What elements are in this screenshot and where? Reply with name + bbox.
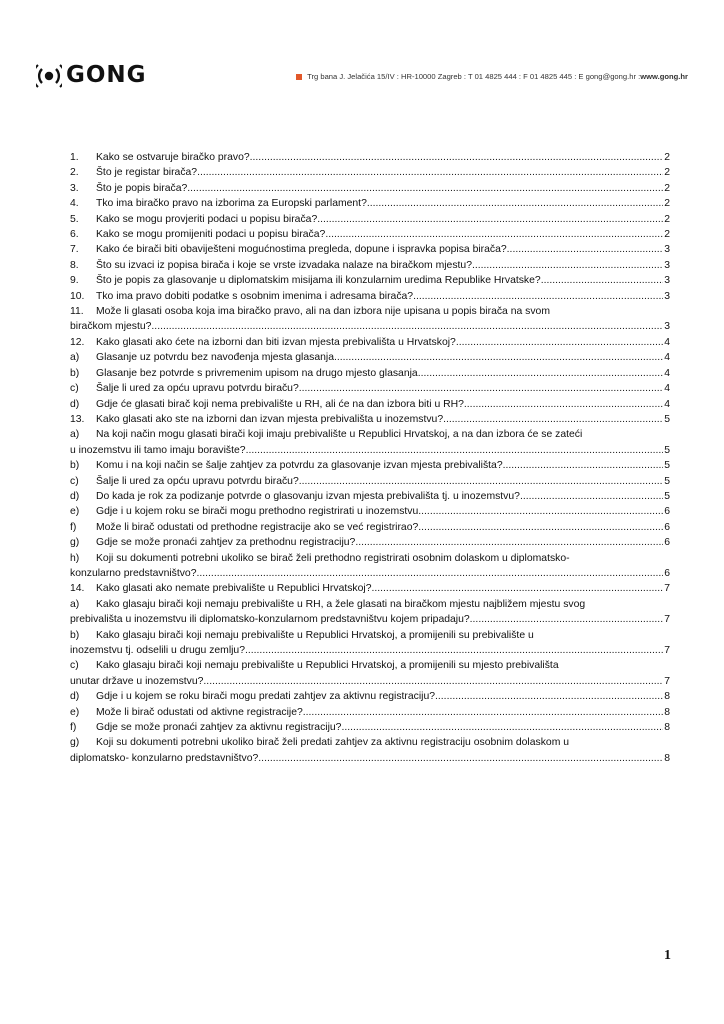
toc-entry-page: 2 [664, 152, 670, 163]
toc-leader-dots [355, 535, 663, 550]
toc-entry-page: 8 [664, 691, 670, 703]
toc-leader-dots [367, 196, 663, 211]
toc-entry-number: 1. [70, 152, 79, 163]
toc-entry-text-continued: inozemstvu tj. odselili u drugu zemlju? [70, 645, 245, 656]
toc-entry-text: Kako se mogu promijeniti podaci u popisu birača? [96, 229, 326, 241]
toc-entry-continuation[interactable] [70, 612, 670, 627]
logo-text: GONG [66, 62, 147, 88]
toc-entry[interactable] [70, 504, 670, 519]
toc-entry-text: Šalje li ured za opću upravu potvrdu biraču? [96, 475, 299, 487]
toc-leader-dots [187, 181, 663, 196]
toc-leader-dots [418, 520, 663, 535]
toc-entry[interactable] [70, 212, 670, 227]
toc-entry-number: e) [70, 706, 80, 718]
orange-square-icon [296, 74, 302, 80]
toc-entry-page: 3 [664, 275, 670, 287]
toc-entry[interactable] [70, 535, 670, 550]
toc-entry-text: Glasanje uz potvrdu bez navođenja mjesta glasanja [96, 352, 334, 364]
toc-entry-page: 2 [664, 213, 670, 225]
toc-leader-dots [317, 212, 663, 227]
toc-entry-number: 6. [70, 229, 79, 241]
toc-entry[interactable] [70, 551, 670, 566]
toc-entry-text: Što je popis birača? [96, 182, 188, 194]
toc-entry-continuation[interactable] [70, 319, 670, 334]
toc-entry-number: g) [70, 537, 80, 549]
toc-entry-page: 7 [664, 614, 670, 626]
toc-entry-page: 4 [664, 398, 670, 410]
toc-entry-page: 7 [664, 583, 670, 595]
toc-entry-number: a) [70, 429, 80, 441]
toc-entry-number: c) [70, 383, 79, 395]
toc-entry-number: 5. [70, 213, 79, 225]
toc-entry-page: 4 [664, 352, 670, 364]
toc-entry[interactable] [70, 581, 670, 596]
toc-entry-text: Što su izvaci iz popisa birača i koje se vrste izvadaka nalaze na biračkom mjestu? [96, 259, 472, 271]
toc-entry-number: 7. [70, 244, 79, 256]
toc-entry[interactable] [70, 366, 670, 381]
toc-leader-dots [245, 643, 663, 658]
toc-entry-continuation[interactable] [70, 566, 670, 581]
toc-leader-dots [334, 350, 663, 365]
toc-entry-text: Kako glasati ako ste na izborni dan izvan mjesta prebivališta u inozemstvu? [96, 413, 444, 425]
toc-leader-dots [203, 674, 663, 689]
gong-logo [36, 58, 147, 92]
toc-entry-page: 5 [664, 413, 670, 425]
toc-entry-page: 8 [664, 722, 670, 734]
toc-entry-text: Do kada je rok za podizanje potvrde o glasovanju izvan mjesta prebivališta tj. u inozemstvu? [96, 490, 520, 502]
toc-entry[interactable] [70, 304, 670, 319]
toc-leader-dots [418, 366, 664, 381]
toc-entry-page: 3 [664, 244, 670, 256]
toc-entry-number: b) [70, 460, 80, 472]
toc-entry-text-continued: prebivališta u inozemstvu ili diplomatsko-konzularnom predstavništvu kojem pripadaju? [70, 614, 470, 626]
toc-entry-page: 3 [664, 259, 670, 271]
toc-entry-text: Kako glasaju birači koji nemaju prebivalište u RH, a žele glasati na biračkom mjestu najbližem mjestu svog [96, 598, 586, 610]
toc-leader-dots [503, 458, 664, 473]
toc-entry-text: Komu i na koji način se šalje zahtjev za potvrdu za glasovanje izvan mjesta prebivališta? [96, 460, 503, 472]
toc-entry-number: 10. [70, 290, 85, 302]
toc-entry-number: e) [70, 506, 80, 518]
toc-entry-page: 8 [664, 752, 670, 764]
toc-entry[interactable] [70, 658, 670, 673]
toc-entry[interactable] [70, 520, 670, 535]
toc-entry-text: Gdje će glasati birač koji nema prebivalište u RH, ali će na dan izbora biti u RH? [96, 398, 464, 410]
toc-entry-number: 3. [70, 182, 79, 194]
toc-entry-number: 4. [70, 198, 79, 210]
toc-entry-page: 2 [664, 167, 670, 179]
toc-entry-number: 2. [70, 167, 79, 179]
toc-entry-text: Gdje se može pronaći zahtjev za prethodnu registraciju? [96, 537, 356, 549]
toc-entry[interactable] [70, 350, 670, 365]
toc-entry-number: f) [70, 521, 77, 533]
toc-entry-text-continued: konzularno predstavništvo? [70, 567, 197, 579]
toc-entry-text-continued: unutar države u inozemstvu? [70, 675, 204, 687]
toc-entry-number: d) [70, 691, 80, 703]
toc-entry-number: a) [70, 352, 80, 364]
toc-entry-text: Kako glasaju birači koji nemaju prebivalište u Republici Hrvatskoj, a promijenili su prebivalište u [96, 629, 534, 641]
toc-entry-page: 5 [664, 460, 670, 472]
toc-entry-page: 2 [664, 198, 670, 210]
toc-entry-page: 2 [664, 229, 670, 241]
toc-entry[interactable] [70, 335, 670, 350]
toc-entry[interactable] [70, 150, 670, 165]
toc-entry[interactable] [70, 258, 670, 273]
toc-entry-number: d) [70, 398, 80, 410]
toc-entry[interactable] [70, 458, 670, 473]
toc-leader-dots [413, 289, 663, 304]
toc-leader-dots [303, 705, 663, 720]
toc-entry-text: Koji su dokumenti potrebni ukoliko birač želi predati zahtjev za aktivnu registraciju osobnim dolaskom u [96, 737, 570, 749]
toc-entry-text: Šalje li ured za opću upravu potvrdu biraču? [96, 383, 299, 395]
toc-entry[interactable] [70, 181, 670, 196]
toc-entry-page: 8 [664, 706, 670, 718]
toc-entry-text: Tko ima biračko pravo na izborima za Europski parlament? [96, 198, 367, 210]
toc-leader-dots [456, 335, 663, 350]
toc-entry-number: f) [70, 722, 77, 734]
toc-leader-dots [197, 165, 663, 180]
toc-entry-continuation[interactable] [70, 643, 670, 658]
toc-leader-dots [299, 474, 663, 489]
toc-entry-text: Može li birač odustati od prethodne registracije ako se već registrirao? [96, 521, 419, 533]
toc-entry-number: 11. [70, 306, 84, 318]
letterhead [36, 58, 688, 92]
toc-leader-dots [325, 227, 663, 242]
toc-entry-page: 4 [664, 367, 670, 379]
toc-entry-number: a) [70, 598, 80, 610]
toc-entry[interactable] [70, 597, 670, 612]
toc-entry-number: h) [70, 552, 80, 564]
toc-entry-page: 3 [664, 290, 670, 302]
toc-leader-dots [541, 273, 664, 288]
toc-entry[interactable] [70, 427, 670, 442]
toc-entry[interactable] [70, 720, 670, 735]
toc-entry-text: Što je popis za glasovanje u diplomatskim misijama ili konzularnim uredima Republike Hrvatske? [96, 275, 541, 287]
toc-entry-text: Kako glasati ako ćete na izborni dan biti izvan mjesta prebivališta u Hrvatskoj? [96, 336, 456, 348]
page-number: 1 [664, 948, 671, 963]
toc-entry[interactable] [70, 689, 670, 704]
toc-entry-page: 7 [664, 645, 670, 656]
toc-entry-number: d) [70, 490, 80, 502]
toc-entry-text: Gdje se može pronaći zahtjev za aktivnu registraciju? [96, 722, 342, 734]
toc-entry-page: 5 [664, 475, 670, 487]
toc-entry-number: 12. [70, 336, 85, 348]
table-of-contents [70, 150, 670, 766]
toc-entry[interactable] [70, 196, 670, 211]
toc-leader-dots [341, 720, 663, 735]
toc-entry-text: Kako glasaju birači koji nemaju prebivalište u Republici Hrvatskoj, a promijenili su mjesto prebivališta [96, 660, 559, 672]
toc-entry[interactable] [70, 397, 670, 412]
toc-entry-number: c) [70, 475, 79, 487]
toc-entry-text: Koji su dokumenti potrebni ukoliko se birač želi prethodno registrirati osobnim dolaskom u diplomatsko- [96, 552, 570, 564]
toc-entry-text: Kako glasati ako nemate prebivalište u Republici Hrvatskoj? [96, 583, 372, 595]
toc-entry-text-continued: biračkom mjestu? [70, 321, 152, 333]
toc-entry-number: g) [70, 737, 80, 749]
toc-leader-dots [151, 319, 663, 334]
toc-entry-continuation[interactable] [70, 443, 670, 458]
toc-leader-dots [520, 489, 663, 504]
toc-entry-number: 8. [70, 259, 79, 271]
toc-entry-text-continued: u inozemstvu ili tamo imaju boravište? [70, 444, 246, 456]
toc-leader-dots [421, 504, 663, 519]
toc-entry-text: Kako se ostvaruje biračko pravo? [96, 152, 250, 163]
toc-leader-dots [250, 150, 664, 165]
toc-entry-page: 5 [664, 490, 670, 502]
toc-entry-text: Može li birač odustati od aktivne registracije? [96, 706, 303, 718]
toc-entry[interactable] [70, 412, 670, 427]
toc-entry-number: c) [70, 660, 79, 672]
toc-entry-number: 14. [70, 583, 85, 595]
toc-entry-page: 7 [664, 675, 670, 687]
toc-entry-number: 13. [70, 413, 85, 425]
toc-entry-text: Gdje i u kojem roku se birači mogu prethodno registrirati u inozemstvu. [96, 506, 422, 518]
toc-entry-text: Kako se mogu provjeriti podaci u popisu birača? [96, 213, 318, 225]
toc-entry-text: Što je registar birača? [96, 167, 198, 179]
contact-line [296, 72, 688, 81]
toc-entry-page: 5 [664, 444, 670, 456]
toc-leader-dots [472, 258, 663, 273]
toc-entry-text: Kako će birači biti obaviješteni mogućnostima pregleda, dopune i ispravka popisa birača? [96, 244, 507, 256]
toc-entry-text-continued: diplomatsko- konzularno predstavništvo? [70, 752, 259, 764]
toc-entry-page: 6 [664, 537, 670, 549]
toc-entry-page: 6 [664, 521, 670, 533]
contact-address: Trg bana J. Jelačića 15/IV : HR-10000 Zagreb : T 01 4825 444 : F 01 4825 445 : E gong@gong.hr : [307, 72, 641, 81]
toc-leader-dots [299, 381, 663, 396]
toc-entry-text: Gdje i u kojem se roku birači mogu predati zahtjev za aktivnu registraciju? [96, 691, 436, 703]
contact-website: www.gong.hr [640, 72, 688, 81]
toc-entry-text: Tko ima pravo dobiti podatke s osobnim imenima i adresama birača? [96, 290, 414, 302]
toc-leader-dots [197, 566, 664, 581]
toc-entry-text: Na koji način mogu glasati birači koji imaju prebivalište u Republici Hrvatskoj, a na dan izbora će se zateći [96, 429, 583, 441]
toc-entry[interactable] [70, 489, 670, 504]
toc-entry[interactable] [70, 242, 670, 257]
toc-entry-page: 4 [664, 336, 670, 348]
toc-entry-text: Može li glasati osoba koja ima biračko pravo, ali na dan izbora nije upisana u popis birača na svom [96, 306, 550, 318]
toc-leader-dots [246, 443, 664, 458]
toc-entry[interactable] [70, 289, 670, 304]
toc-leader-dots [372, 581, 664, 596]
toc-entry-number: 9. [70, 275, 79, 287]
toc-entry-continuation[interactable] [70, 674, 670, 689]
toc-entry-page: 4 [664, 383, 670, 395]
toc-entry[interactable] [70, 381, 670, 396]
toc-entry-page: 6 [664, 567, 670, 579]
toc-leader-dots [435, 689, 663, 704]
toc-leader-dots [464, 397, 663, 412]
toc-entry[interactable] [70, 628, 670, 643]
toc-leader-dots [507, 242, 664, 257]
toc-entry-page: 2 [664, 182, 670, 194]
toc-entry-page: 6 [664, 506, 670, 518]
toc-entry-number: b) [70, 629, 80, 641]
toc-entry[interactable] [70, 165, 670, 180]
toc-entry[interactable] [70, 273, 670, 288]
toc-entry-page: 3 [664, 321, 670, 333]
toc-entry-text: Glasanje bez potvrde s privremenim upisom na drugo mjesto glasanja [96, 367, 418, 379]
toc-leader-dots [470, 612, 664, 627]
toc-entry[interactable] [70, 735, 670, 750]
toc-leader-dots [258, 751, 663, 766]
toc-entry-continuation[interactable] [70, 751, 670, 766]
toc-entry-number: b) [70, 367, 80, 379]
toc-entry[interactable] [70, 474, 670, 489]
toc-leader-dots [443, 412, 663, 427]
toc-entry[interactable] [70, 705, 670, 720]
toc-entry[interactable] [70, 227, 670, 242]
gong-logo-icon [36, 60, 62, 90]
